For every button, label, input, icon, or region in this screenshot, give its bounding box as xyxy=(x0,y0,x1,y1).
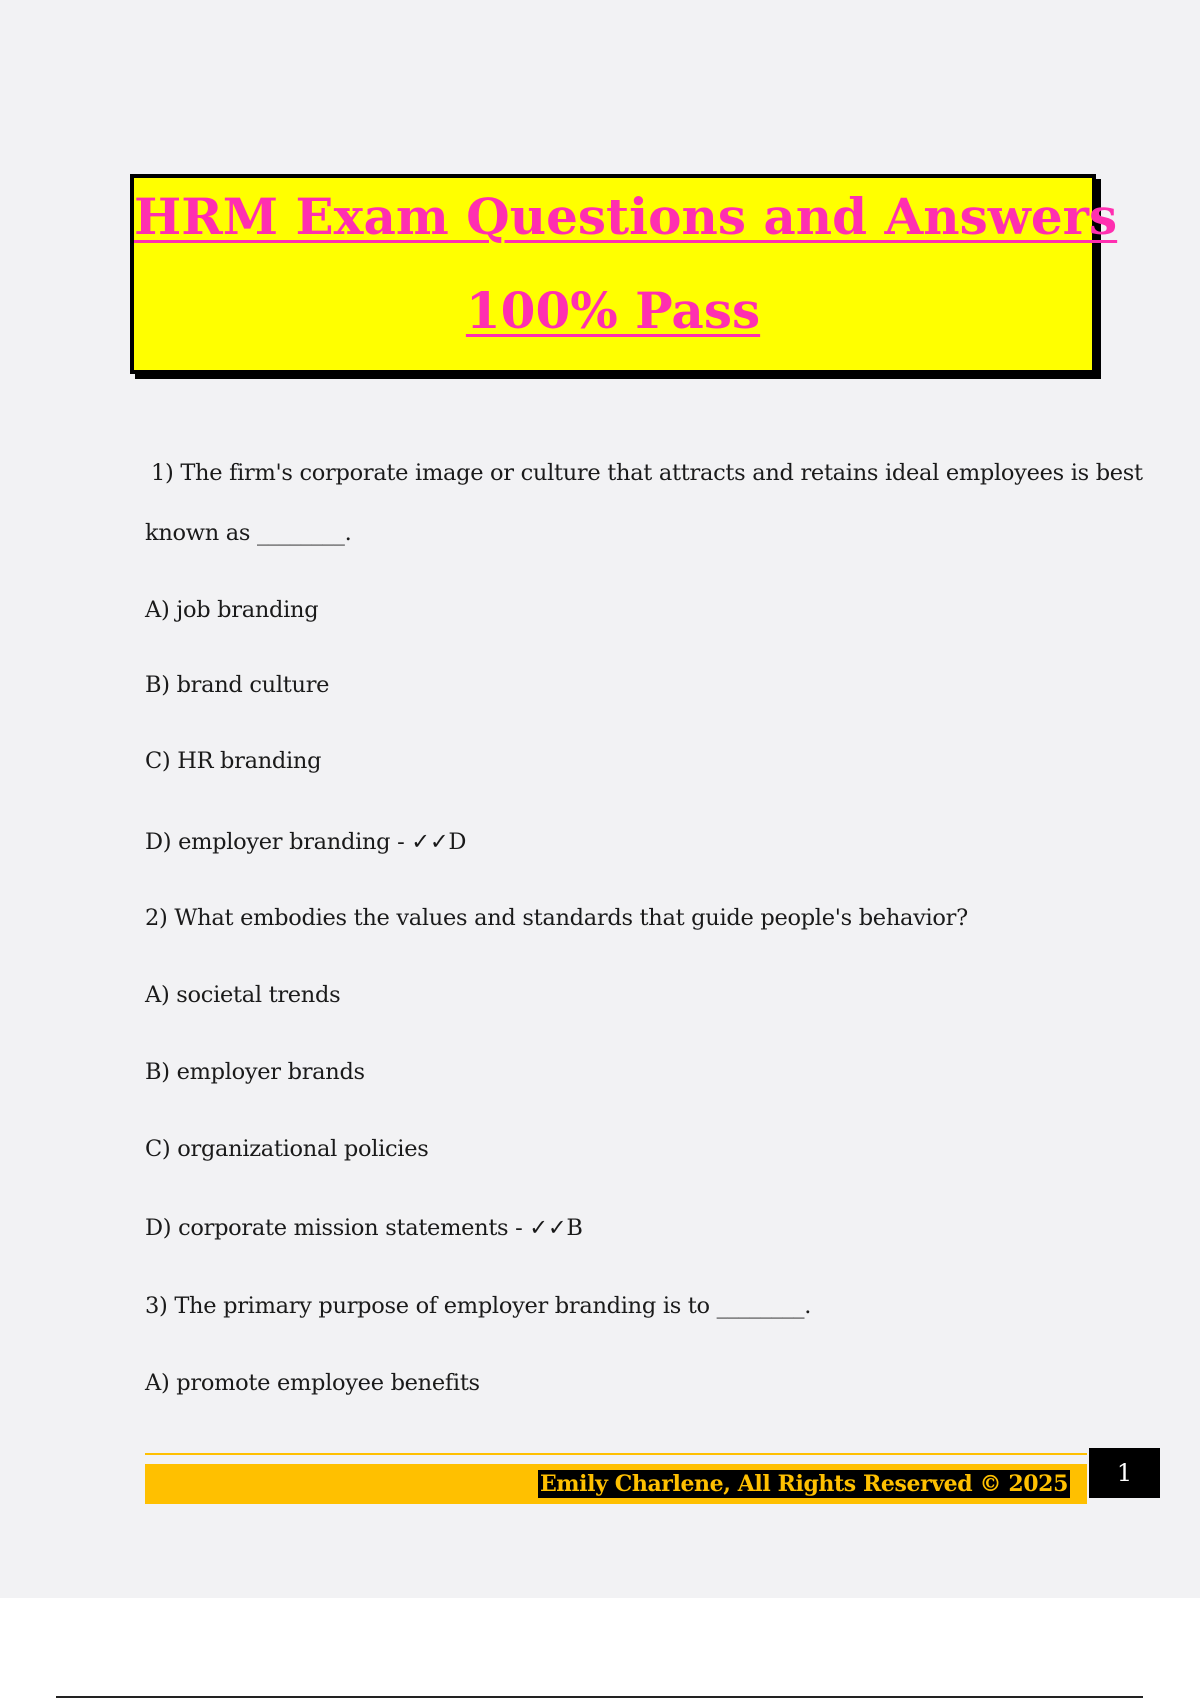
document-title: HRM Exam Questions and Answers xyxy=(134,187,1118,246)
question-2-option-d-answer: D) corporate mission statements - ✓✓B xyxy=(145,1215,583,1241)
question-3-option-a: A) promote employee benefits xyxy=(145,1370,480,1396)
footer-divider xyxy=(145,1453,1087,1455)
next-page-divider xyxy=(56,1696,1143,1698)
footer-bar xyxy=(145,1464,1087,1504)
question-1-text-line-2: known as ________. xyxy=(145,520,352,546)
question-2-option-c: C) organizational policies xyxy=(145,1136,429,1162)
question-2-option-b: B) employer brands xyxy=(145,1059,365,1085)
title-box xyxy=(130,174,1118,374)
question-3-text: 3) The primary purpose of employer branding is to ________. xyxy=(145,1293,812,1319)
document-subtitle: 100% Pass xyxy=(465,281,761,340)
question-1-option-d-answer: D) employer branding - ✓✓D xyxy=(145,829,467,855)
question-1-option-a: A) job branding xyxy=(145,597,319,623)
footer-copyright: Emily Charlene, All Rights Reserved © 2025 xyxy=(539,1471,1068,1497)
question-1-option-b: B) brand culture xyxy=(145,672,330,698)
question-2-option-a: A) societal trends xyxy=(145,982,341,1008)
page-number: 1 xyxy=(1089,1448,1160,1498)
question-1-option-c: C) HR branding xyxy=(145,748,322,774)
question-2-text: 2) What embodies the values and standards that guide people's behavior? xyxy=(145,905,968,931)
question-1-text-line-1: 1) The firm's corporate image or culture that attracts and retains ideal employees is best xyxy=(151,460,1143,486)
